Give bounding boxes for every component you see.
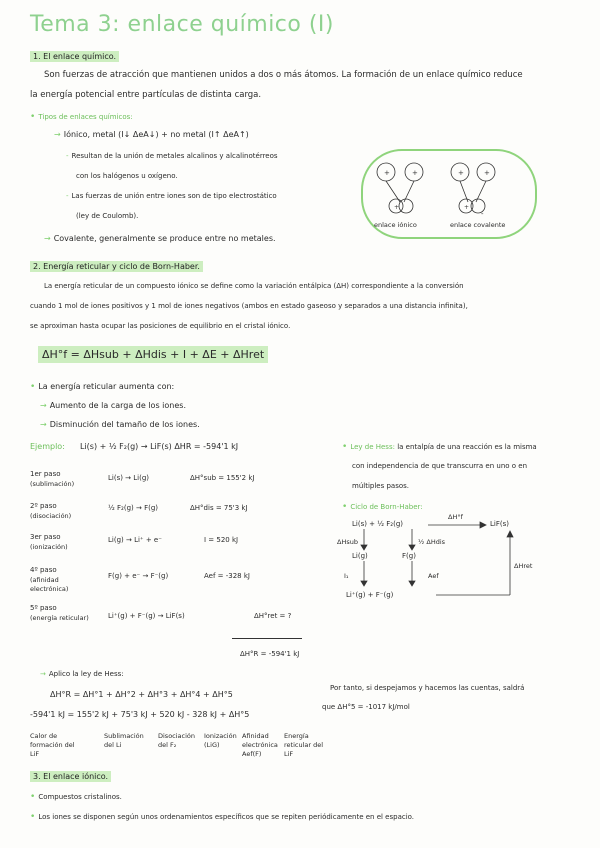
- step-5-name: 5º paso: [30, 604, 57, 612]
- hess-equation-1: ΔH°R = ΔH°1 + ΔH°2 + ΔH°3 + ΔH°4 + ΔH°5: [50, 690, 233, 699]
- page-title: Tema 3: enlace químico (I): [30, 12, 335, 37]
- ionic-bullet-1: • Compuestos cristalinos.: [30, 792, 122, 802]
- intro-line-1: Son fuerzas de atracción que mantienen unidos a dos o más átomos. La formación de un enlace químico reduce: [44, 70, 523, 80]
- covalent-bond-line: → Covalente, generalmente se produce entre no metales.: [44, 234, 276, 243]
- step-3-eq: Li(g) → Li⁺ + e⁻: [108, 536, 162, 544]
- step-1-desc: (sublimación): [30, 480, 75, 488]
- conclusion-line-1: Por tanto, si despejamos y hacemos las cuentas, saldrá: [330, 684, 525, 692]
- step-4-eq: F(g) + e⁻ → F⁻(g): [108, 572, 169, 580]
- label-electron-affinity: Afinidad electrónica Aef(F): [242, 732, 278, 758]
- step-2-eq: ½ F₂(g) → F(g): [108, 504, 158, 512]
- label-dissociation: Disociación del F₂: [158, 732, 196, 749]
- step-4-name: 4º paso: [30, 566, 57, 574]
- cycle-lattice-energy: ΔHret: [514, 562, 533, 570]
- lattice-def-2: cuando 1 mol de iones positivos y 1 mol de iones negativos (ambos en estado gaseoso y separados a una distancia infinita),: [30, 302, 468, 310]
- cycle-affinity: Aef: [428, 572, 439, 580]
- cycle-formation-enthalpy: ΔH°f: [448, 513, 463, 521]
- hess-law-line-3: múltiples pasos.: [352, 482, 409, 490]
- step-3-name: 3er paso: [30, 533, 61, 541]
- lattice-def-3: se aproximan hasta ocupar las posiciones de equilibrio en el cristal iónico.: [30, 322, 291, 330]
- svg-text:+: +: [394, 204, 400, 211]
- increase-item-1: → Aumento de la carga de los iones.: [40, 401, 186, 410]
- svg-text:+: +: [412, 169, 418, 177]
- ionic-sub-2b: (ley de Coulomb).: [76, 212, 139, 220]
- hess-equation-2: -594'1 kJ = 155'2 kJ + 75'3 kJ + 520 kJ - 328 kJ + ΔH°5: [30, 710, 250, 719]
- ionic-sub-1a: - Resultan de la unión de metales alcalinos y alcalinotérreos: [66, 152, 278, 160]
- step-2-desc: (disociación): [30, 512, 72, 520]
- step-1-val: ΔH°sub = 155'2 kJ: [190, 474, 255, 482]
- cycle-reactants: Li(s) + ½ F₂(g): [352, 520, 404, 528]
- step-2-name: 2º paso: [30, 502, 57, 510]
- step-3-val: I = 520 kJ: [204, 536, 239, 544]
- increase-item-2: → Disminución del tamaño de los iones.: [40, 420, 200, 429]
- lattice-def-1: La energía reticular de un compuesto iónico se define como la variación entálpica (ΔH) correspondiente a la conversión: [44, 282, 464, 290]
- types-heading: • Tipos de enlaces químicos:: [30, 112, 133, 122]
- svg-text:+: +: [458, 169, 464, 177]
- cycle-sublimation: ΔHsub: [337, 538, 358, 546]
- label-lattice: Energía reticular del LiF: [284, 732, 324, 758]
- total-enthalpy: ΔH°R = -594'1 kJ: [240, 650, 300, 658]
- step-3-desc: (ionización): [30, 543, 68, 551]
- cycle-f-gas: F(g): [402, 552, 416, 560]
- section-1-heading: 1. El enlace químico.: [30, 52, 119, 61]
- ionic-sub-2a: - Las fuerzas de unión entre iones son de tipo electrostático: [66, 192, 277, 200]
- diagram-covalent-label: enlace covalente: [450, 221, 506, 229]
- cycle-product: LiF(s): [490, 520, 509, 528]
- cycle-title: • Ciclo de Born-Haber:: [342, 502, 423, 512]
- born-haber-formula: ΔH°f = ΔHsub + ΔHdis + I + ΔE + ΔHret: [38, 348, 268, 361]
- cycle-ionization: I₁: [344, 572, 349, 580]
- conclusion-line-2: que ΔH°5 = -1017 kJ/mol: [322, 703, 410, 711]
- cycle-dissociation: ½ ΔHdis: [418, 538, 446, 546]
- cycle-gas-ions: Li⁺(g) + F⁻(g): [346, 591, 394, 599]
- step-5-val: ΔH°ret = ?: [254, 612, 292, 620]
- label-formation: Calor de formación del LiF: [30, 732, 75, 758]
- step-5-eq: Li⁺(g) + F⁻(g) → LiF(s): [108, 612, 185, 620]
- label-ionization: Ionización (LiG): [204, 732, 237, 749]
- ionic-sub-1b: con los halógenos u oxígeno.: [76, 172, 178, 180]
- svg-text:+: +: [464, 204, 470, 211]
- increases-heading: • La energía reticular aumenta con:: [30, 382, 175, 392]
- step-5-desc: (energía reticular): [30, 614, 89, 622]
- ionic-bullet-2: • Los iones se disponen según unos ordenamientos específicos que se repiten periódicamente en el espacio.: [30, 812, 415, 822]
- label-sublimation: Sublimación del Li: [104, 732, 144, 749]
- example-equation: Li(s) + ½ F₂(g) → LiF(s) ΔHR = -594'1 kJ: [80, 442, 239, 451]
- sum-divider: [232, 638, 302, 639]
- step-4-val: Aef = -328 kJ: [204, 572, 250, 580]
- hess-law-line-1: • Ley de Hess: la entalpía de una reacción es la misma: [342, 442, 537, 452]
- step-4-desc: (afinidad electrónica): [30, 576, 69, 593]
- hess-apply: → Aplico la ley de Hess:: [40, 670, 124, 678]
- svg-text:+: +: [484, 169, 490, 177]
- covalent-atoms-icon: [451, 163, 495, 218]
- step-1-name: 1er paso: [30, 470, 61, 478]
- section-2-heading: 2. Energía reticular y ciclo de Born-Haber.: [30, 262, 203, 271]
- section-3-heading: 3. El enlace iónico.: [30, 772, 111, 781]
- ionic-bond-line: → Iónico, metal (I↓ ΔeA↓) + no metal (I↑ ΔeA↑): [54, 130, 249, 139]
- intro-line-2: la energía potencial entre partículas de distinta carga.: [30, 90, 262, 100]
- step-2-val: ΔH°dis = 75'3 kJ: [190, 504, 248, 512]
- svg-text:+: +: [384, 169, 390, 177]
- example-label: Ejemplo:: [30, 442, 65, 451]
- step-1-eq: Li(s) → Li(g): [108, 474, 150, 482]
- hess-law-line-2: con independencia de que transcurra en uno o en: [352, 462, 528, 470]
- diagram-ionic-label: enlace iónico: [374, 221, 417, 229]
- cycle-li-gas: Li(g): [352, 552, 368, 560]
- svg-text:-: -: [481, 210, 484, 218]
- ionic-atoms-icon: [377, 163, 423, 213]
